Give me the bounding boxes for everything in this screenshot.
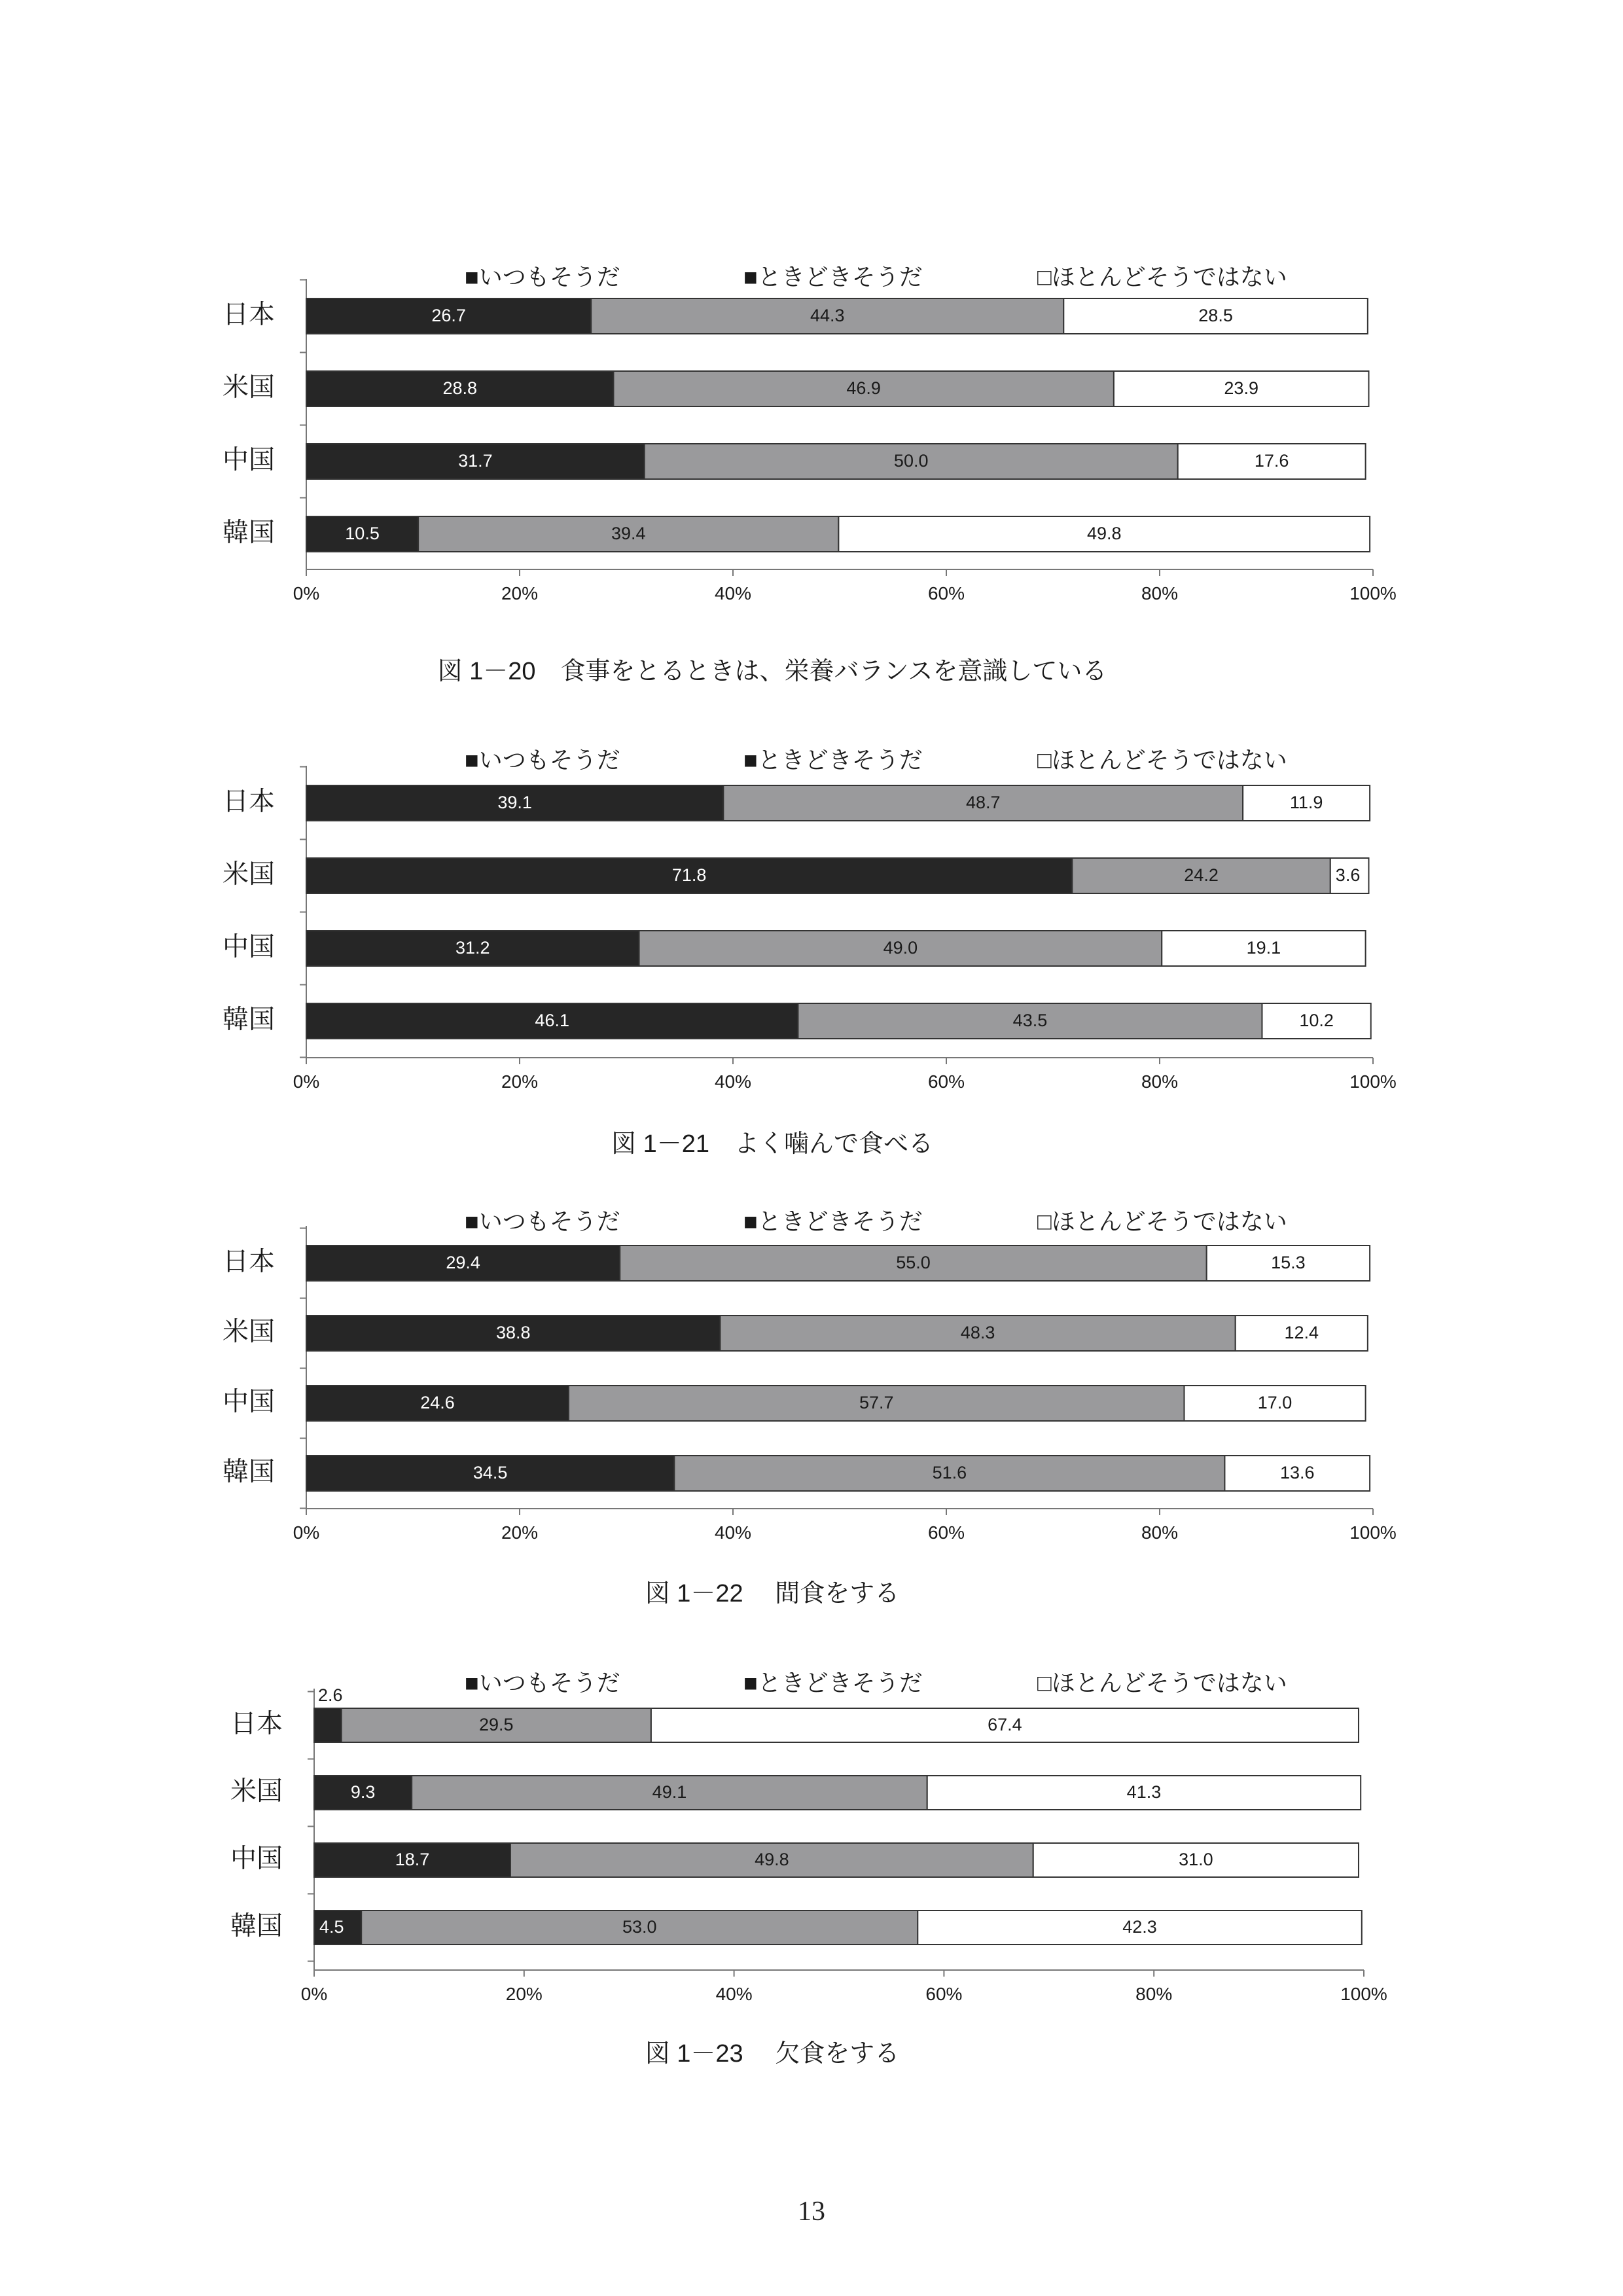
x-tick-label: 80% — [1141, 583, 1179, 603]
bar-value-label: 28.8 — [442, 378, 478, 399]
category-label: 中国 — [223, 932, 275, 961]
chart-1-20 — [0, 249, 1623, 707]
bar-value-label: 17.0 — [1257, 1393, 1293, 1413]
x-tick-label: 60% — [927, 1522, 965, 1543]
bar-value-label: 49.8 — [1086, 524, 1122, 544]
x-tick-label: 0% — [293, 1071, 320, 1092]
bar-value-label: 48.3 — [960, 1323, 995, 1343]
bar-value-label: 29.5 — [479, 1715, 514, 1735]
bar-value-label: 26.7 — [431, 306, 466, 326]
category-label: 米国 — [223, 1317, 275, 1346]
bar-value-label: 19.1 — [1246, 938, 1281, 958]
category-label: 米国 — [223, 859, 275, 889]
legend-label: □ほとんどそうではない — [1037, 263, 1287, 291]
bar-value-label: 12.4 — [1284, 1323, 1319, 1343]
legend-label: ■いつもそうだ — [465, 1208, 620, 1235]
x-tick-label: 20% — [501, 583, 539, 603]
legend-label: ■ときどきそうだ — [743, 746, 923, 774]
category-label: 韓国 — [223, 1005, 275, 1034]
figure-caption: 図 1－20 食事をとるときは、栄養バランスを意識している — [437, 658, 1107, 686]
bar-value-label: 13.6 — [1279, 1463, 1315, 1483]
bar-value-label: 39.4 — [611, 524, 646, 544]
bar-value-label: 3.6 — [1335, 865, 1361, 886]
legend-label: □ほとんどそうではない — [1037, 1208, 1287, 1235]
x-tick-label: 100% — [1340, 1984, 1387, 2004]
bar-value-label: 55.0 — [896, 1253, 931, 1273]
x-tick-label: 100% — [1349, 1522, 1397, 1543]
bar-value-label: 31.2 — [455, 938, 490, 958]
bar-value-label: 43.5 — [1012, 1011, 1048, 1031]
bar-segment — [314, 1708, 342, 1742]
x-tick-label: 0% — [300, 1984, 328, 2004]
bar-value-label: 49.8 — [755, 1850, 789, 1870]
bar-value-label: 2.6 — [318, 1685, 343, 1706]
chart-1-23 — [0, 1656, 1623, 2081]
bar-value-label: 24.2 — [1184, 865, 1219, 886]
x-tick-label: 0% — [293, 1522, 320, 1543]
bar-value-label: 17.6 — [1254, 451, 1289, 471]
bar-value-label: 15.3 — [1271, 1253, 1306, 1273]
legend-label: □ほとんどそうではない — [1037, 746, 1287, 774]
legend-label: ■ときどきそうだ — [743, 1669, 923, 1696]
bar-value-label: 50.0 — [893, 451, 929, 471]
category-label: 中国 — [223, 1387, 275, 1416]
bar-value-label: 10.5 — [345, 524, 380, 544]
category-label: 米国 — [230, 1776, 283, 1806]
bar-value-label: 48.7 — [965, 793, 1001, 813]
bar-value-label: 11.9 — [1289, 793, 1323, 813]
legend-label: ■いつもそうだ — [465, 1669, 620, 1696]
category-label: 中国 — [223, 445, 275, 475]
figure-caption: 図 1－22 間食をする — [645, 1580, 900, 1608]
x-tick-label: 40% — [714, 1071, 752, 1092]
x-tick-label: 100% — [1349, 1071, 1397, 1092]
bar-value-label: 46.9 — [846, 378, 881, 399]
bar-value-label: 67.4 — [988, 1715, 1022, 1735]
bar-value-label: 39.1 — [497, 793, 532, 813]
legend-label: ■ときどきそうだ — [743, 1208, 923, 1235]
x-tick-label: 40% — [715, 1984, 753, 2004]
x-tick-label: 80% — [1135, 1984, 1173, 2004]
bar-value-label: 44.3 — [810, 306, 845, 326]
x-tick-label: 60% — [927, 583, 965, 603]
figure-caption: 図 1－21 よく噛んで食べる — [611, 1130, 933, 1158]
x-tick-label: 80% — [1141, 1071, 1179, 1092]
bar-value-label: 9.3 — [350, 1782, 376, 1803]
bar-value-label: 29.4 — [446, 1253, 480, 1273]
page-number: 13 — [798, 2197, 825, 2227]
category-label: 日本 — [223, 787, 275, 816]
category-label: 日本 — [230, 1709, 283, 1738]
bar-value-label: 31.7 — [458, 451, 493, 471]
x-tick-label: 20% — [501, 1522, 539, 1543]
category-label: 日本 — [223, 300, 275, 329]
category-label: 中国 — [230, 1844, 283, 1873]
bar-value-label: 49.0 — [883, 938, 918, 958]
legend-label: ■ときどきそうだ — [743, 263, 923, 291]
legend-label: ■いつもそうだ — [465, 263, 620, 291]
category-label: 米国 — [223, 372, 275, 402]
bar-value-label: 51.6 — [932, 1463, 967, 1483]
x-tick-label: 60% — [925, 1984, 963, 2004]
bar-value-label: 31.0 — [1179, 1850, 1213, 1870]
bar-value-label: 34.5 — [473, 1463, 508, 1483]
figure-caption: 図 1－23 欠食をする — [645, 2040, 900, 2068]
bar-value-label: 49.1 — [652, 1782, 687, 1803]
bar-value-label: 38.8 — [495, 1323, 531, 1343]
legend-label: ■いつもそうだ — [465, 746, 620, 774]
bar-value-label: 71.8 — [671, 865, 707, 886]
bar-value-label: 10.2 — [1299, 1011, 1334, 1031]
bar-value-label: 28.5 — [1198, 306, 1233, 326]
category-label: 韓国 — [230, 1911, 283, 1941]
bar-value-label: 23.9 — [1224, 378, 1258, 399]
bar-value-label: 41.3 — [1126, 1782, 1162, 1803]
bar-value-label: 53.0 — [622, 1917, 657, 1937]
bar-value-label: 57.7 — [859, 1393, 894, 1413]
chart-1-22 — [0, 1194, 1623, 1640]
chart-1-21 — [0, 733, 1623, 1178]
bar-value-label: 24.6 — [420, 1393, 455, 1413]
x-tick-label: 100% — [1349, 583, 1397, 603]
x-tick-label: 20% — [505, 1984, 543, 2004]
bar-value-label: 42.3 — [1122, 1917, 1157, 1937]
x-tick-label: 40% — [714, 583, 752, 603]
legend-label: □ほとんどそうではない — [1037, 1669, 1287, 1696]
x-tick-label: 20% — [501, 1071, 539, 1092]
category-label: 韓国 — [223, 1457, 275, 1486]
x-tick-label: 80% — [1141, 1522, 1179, 1543]
x-tick-label: 0% — [293, 583, 320, 603]
bar-value-label: 18.7 — [395, 1850, 430, 1870]
x-tick-label: 60% — [927, 1071, 965, 1092]
bar-value-label: 46.1 — [535, 1011, 569, 1031]
category-label: 日本 — [223, 1247, 275, 1276]
category-label: 韓国 — [223, 518, 275, 547]
x-tick-label: 40% — [714, 1522, 752, 1543]
bar-value-label: 4.5 — [319, 1917, 344, 1937]
